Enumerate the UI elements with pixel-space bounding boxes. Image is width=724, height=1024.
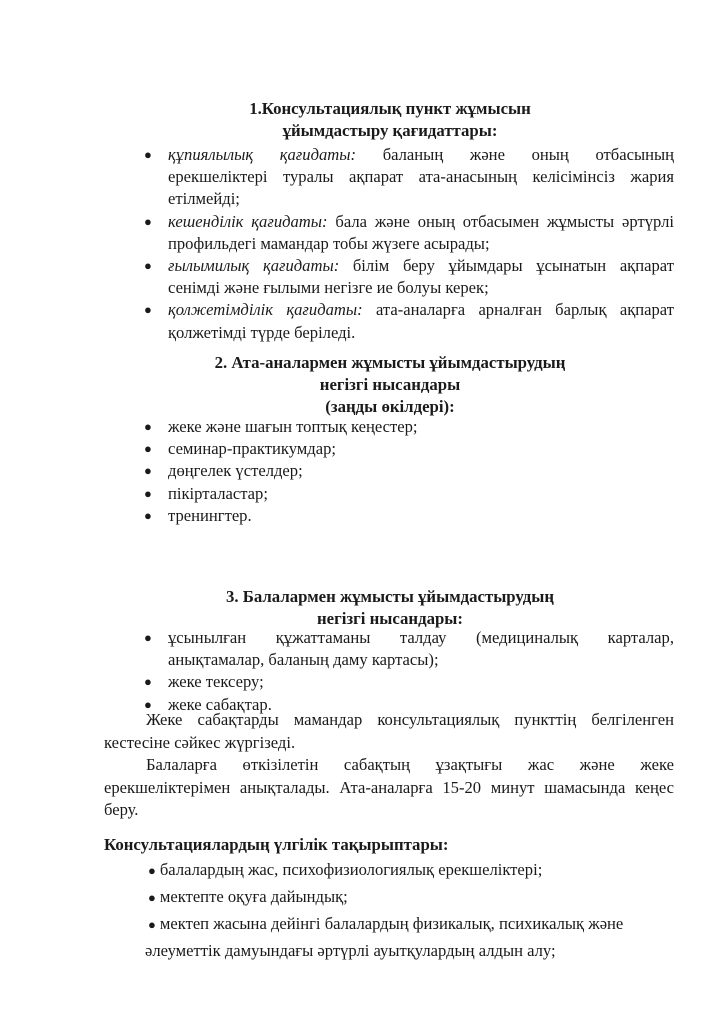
section2-forms-list [140,416,674,527]
topics-list [145,859,678,966]
list-item: ● кешенділік қағидаты: бала және оның отбасымен жұмысты әртүрлі профильдегі мамандар тобы жүзеге асырады; [144,211,674,253]
bullet-icon: ● [144,674,152,690]
list-item: ● мектепте оқуға дайындық; [148,887,348,906]
section2-title [100,352,680,418]
list-item: ● балалардың жас, психофизиологиялық ерекшеліктері; [148,860,543,879]
section3-title-line1: 3. Балалармен жұмысты ұйымдастырудың [225,587,555,606]
principle-term: қолжетімділік қағидаты: [168,300,363,320]
list-item: ● жеке сабақтар. [140,694,674,716]
section1-title-line2: ұйымдастыру қағидаттары: [282,121,498,140]
section3-title-line2: негізгі нысандары: [316,609,463,628]
list-item: ● құпиялылық қағидаты: баланың және оның отбасының ерекшеліктері туралы ақпарат ата-анасының келісімінсіз жария етілмейді; [144,145,675,209]
section1-title [100,98,680,142]
list-item: ● мектеп жасына дейінгі балалардың физикалық, психикалық және әлеуметтік дамуындағы әртүрлі ауытқулардың алдын алу; [145,914,624,960]
topics-title: Консультациялардың үлгілік тақырыптары: [104,835,449,854]
section3-title [100,586,680,630]
section1-title-line1: 1.Консультациялық пункт жұмысын [249,99,531,118]
bullet-icon: ● [144,441,152,457]
bullet-icon: ● [144,630,152,645]
list-item: ● семинар-практикумдар; [140,438,674,460]
section2-title-line1: 2. Ата-аналармен жұмысты ұйымдастырудың [214,353,566,372]
bullet-icon: ● [144,258,152,274]
list-item: ● пікірталастар; [140,483,674,505]
paragraph-duration: Балаларға өткізілетін сабақтың ұзақтығы жас және жеке ерекшеліктерімен анықталады. Ата-аналарға 15-20 минут шамасында кеңес беру. [104,755,674,819]
paragraph-schedule: Жеке сабақтарды мамандар консультациялық пункттің белгіленген кестесіне сәйкес жүргізеді. [104,710,674,752]
section2-title-line2: негізгі нысандары [319,375,461,394]
bullet-icon: ● [144,302,152,318]
bullet-icon: ● [144,147,152,162]
section2-title-line3: (заңды өкілдері): [325,397,455,416]
list-item: ● жеке және шағын топтық кеңестер; [140,416,674,438]
principle-term: ғылымилық қағидаты: [168,256,340,276]
bullet-icon: ● [148,917,156,932]
list-item: ● ғылымилық қағидаты: білім беру ұйымдары ұсынатын ақпарат сенімді және ғылыми негізге ие болуы керек; [144,256,674,298]
list-item: ● дөңгелек үстелдер; [140,460,674,482]
bullet-icon: ● [148,890,156,905]
bullet-icon: ● [144,507,152,523]
bullet-icon: ● [144,696,152,712]
principle-term: кешенділік қағидаты: [168,211,328,231]
bullet-icon: ● [148,863,156,878]
list-item: ● жеке тексеру; [140,671,674,693]
list-item: ● қолжетімділік қағидаты: ата-аналарға арналған барлық ақпарат қолжетімді түрде беріледі. [144,300,674,342]
list-item: ● ұсынылған құжаттаманы талдау (медициналық карталар, анықтамалар, баланың даму картасы); [144,628,674,670]
bullet-icon: ● [144,485,152,501]
bullet-icon: ● [144,419,152,434]
section1-principles-list [140,144,674,344]
bullet-icon: ● [144,463,152,479]
bullet-icon: ● [144,213,152,229]
list-item: ● тренингтер. [140,505,674,527]
section3-forms-list [140,627,674,716]
principle-term: құпиялылық қағидаты: [168,145,357,164]
